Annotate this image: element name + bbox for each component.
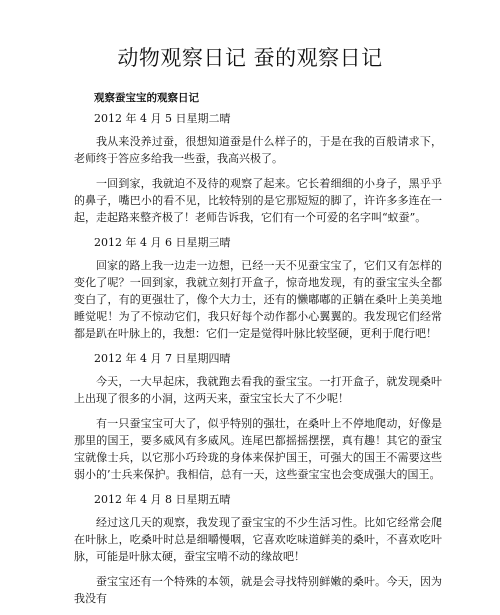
document-title: 动物观察日记 蚕的观察日记 xyxy=(117,46,383,70)
document-subtitle: 观察蚕宝宝的观察日记 xyxy=(94,92,199,104)
diary-content xyxy=(74,110,442,615)
entry-date: 2012 年 4 月 6 日星期三晴 xyxy=(94,236,231,249)
entry-date: 2012 年 4 月 5 日星期二晴 xyxy=(94,112,231,125)
entry-paragraph: 蚕宝宝还有一个特殊的本领，就是会寻找特别鲜嫩的桑叶。今天，因为我没有 xyxy=(74,575,442,605)
entry-paragraph: 有一只蚕宝宝可大了，似乎特别的强壮，在桑叶上不停地爬动，好像是那里的国王，要多威风有多威风。连尾巴都摇摇摆摆，真有趣！其它的蚕宝宝就像士兵，以它那小巧玲珑的身体来保护国王，可强大的国王不需要这些弱小的’士兵来保护。我相信，总有一天，这些蚕宝宝也会变成强大的国王。 xyxy=(74,417,442,481)
entry-date: 2012 年 4 月 7 日星期四晴 xyxy=(94,352,231,365)
entry-paragraph: 回家的路上我一边走一边想，已经一天不见蚕宝宝了，它们又有怎样的变化了呢？一回到家，我就立刻打开盒子，惊奇地发现，有的蚕宝宝头全都变白了，有的更强壮了，像个大力士，还有的懒嘟嘟的正躺在桑叶上美美地睡觉呢！为了不惊动它们，我只好每个动作都小心翼翼的。我发现它们经常都是趴在叶脉上的，我想：它们一定是觉得叶脉比较坚硬，更利于爬行吧！ xyxy=(74,259,442,340)
entry-paragraph: 经过这几天的观察，我发现了蚕宝宝的不少生活习性。比如它经常会爬在叶脉上，吃桑叶时总是细嚼慢咽，它喜欢吃味道鲜美的桑叶，不喜欢吃叶脉，可能是叶脉太硬，蚕宝宝啃不动的缘故吧！ xyxy=(74,516,442,563)
entry-paragraph: 我从来没养过蚕，很想知道蚕是什么样子的，于是在我的百般请求下，老师终于答应多给我一些蚕，我高兴极了。 xyxy=(74,135,442,165)
entry-date: 2012 年 4 月 8 日星期五晴 xyxy=(94,493,231,506)
entry-paragraph: 一回到家，我就迫不及待的观察了起来。它长着细细的小身子，黑乎乎的鼻子，嘴巴小的看不见，比较特别的是它那短短的脚了，许许多多连在一起，走起路来整齐极了！老师告诉我，它们有一个可爱的名字叫“蚁蚕”。 xyxy=(74,177,442,224)
entry-paragraph: 今天，一大早起床，我就跑去看我的蚕宝宝。一打开盒子，就发现桑叶上出现了很多的小洞，这两天来，蚕宝宝长大了不少呢！ xyxy=(74,375,442,405)
